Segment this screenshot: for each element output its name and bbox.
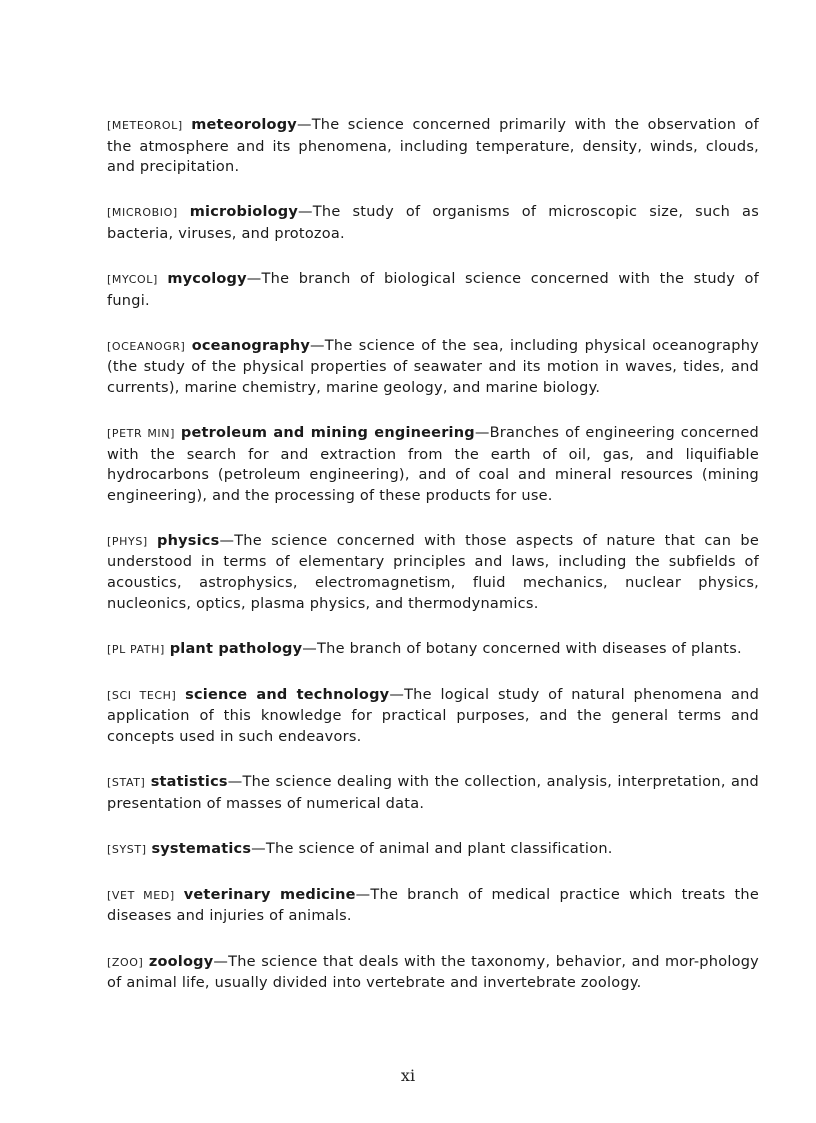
entry-term: systematics [151,840,252,857]
entry-term: oceanography [191,337,311,354]
entry-definition: —The study of organisms of microscopic size, such as bacteria, viruses, and protozoa. [107,204,759,242]
entry-microbiology [107,202,759,244]
entry-definition: —The science concerned with those aspects of nature that can be understood in terms of elementary principles and laws, including the subfields of acoustics, astrophysics, electromagnetism, fluid mechanics, nuclear physics, nucleonics, optics, plasma physics, and thermodynamics. [107,532,760,612]
entry-science-and-technology [107,685,759,748]
entry-veterinary-medicine [107,885,759,927]
field-abbreviation: [MYCOL] [107,272,158,286]
field-abbreviation: [STAT] [107,776,146,790]
field-abbreviation: [METEOROL] [107,119,183,132]
field-abbreviation: [SCI TECH] [107,688,177,702]
field-abbreviation: [OCEANOGR] [107,339,186,353]
entry-statistics [107,772,759,814]
entry-definition: —The science of the sea, including physical oceanography (the study of the physical properties of seawater and its motion in waves, tides, and currents), marine chemistry, marine geology, and marine biology. [107,337,759,396]
glossary-entries [107,115,759,1018]
entry-physics [107,531,759,614]
entry-petroleum-and-mining-engineering [107,423,759,506]
field-abbreviation: [MICROBIO] [107,206,178,220]
entry-definition: —The science of animal and plant classification. [251,840,613,857]
field-abbreviation: [PL PATH] [107,642,165,656]
entry-term: microbiology [189,204,299,221]
entry-term: veterinary medicine [183,886,356,903]
entry-definition: —The branch of medical practice which treats the diseases and injuries of animals. [107,886,760,925]
entry-meteorology [107,115,759,178]
entry-definition: —Branches of engineering concerned with the search for and extraction from the earth of oil, gas, and liquifiable hydrocarbons (petroleum engineering), and of coal and mineral resources (mining engineering), and the processing of these products for use. [107,424,759,504]
field-abbreviation: [SYST] [107,842,147,856]
field-abbreviation: [ZOO] [107,955,144,969]
entry-definition: —The science dealing with the collection, analysis, interpretation, and presentation of masses of numerical data. [107,774,759,812]
entry-term: science and technology [185,686,390,703]
entry-mycology [107,269,759,311]
entry-term: statistics [150,774,228,791]
entry-definition: —The branch of biological science concerned with the study of fungi. [107,270,760,309]
field-abbreviation: [PHYS] [107,534,148,548]
field-abbreviation: [PETR MIN] [107,426,175,440]
entry-term: physics [157,532,220,549]
entry-term: plant pathology [169,640,303,657]
field-abbreviation: [VET MED] [107,888,175,902]
entry-definition: —The branch of botany concerned with diseases of plants. [302,640,742,657]
entry-definition: —The science that deals with the taxonomy, behavior, and mor-phology of animal life, usually divided into vertebrate and invertebrate zoology. [107,953,760,992]
entry-definition: —The logical study of natural phenomena and application of this knowledge for practical purposes, and the general terms and concepts used in such endeavors. [107,686,760,745]
entry-term: zoology [148,953,214,970]
entry-term: meteorology [191,117,297,133]
entry-definition: —The science concerned primarily with the observation of the atmosphere and its phenomena, including temperature, density, winds, clouds, and precipitation. [107,117,760,176]
entry-oceanography [107,336,759,399]
entry-zoology [107,952,759,994]
entry-plant-pathology [107,639,759,661]
entry-systematics [107,839,759,861]
entry-term: petroleum and mining engineering [180,424,475,441]
entry-term: mycology [167,270,247,287]
page-number: xi [400,1066,416,1085]
